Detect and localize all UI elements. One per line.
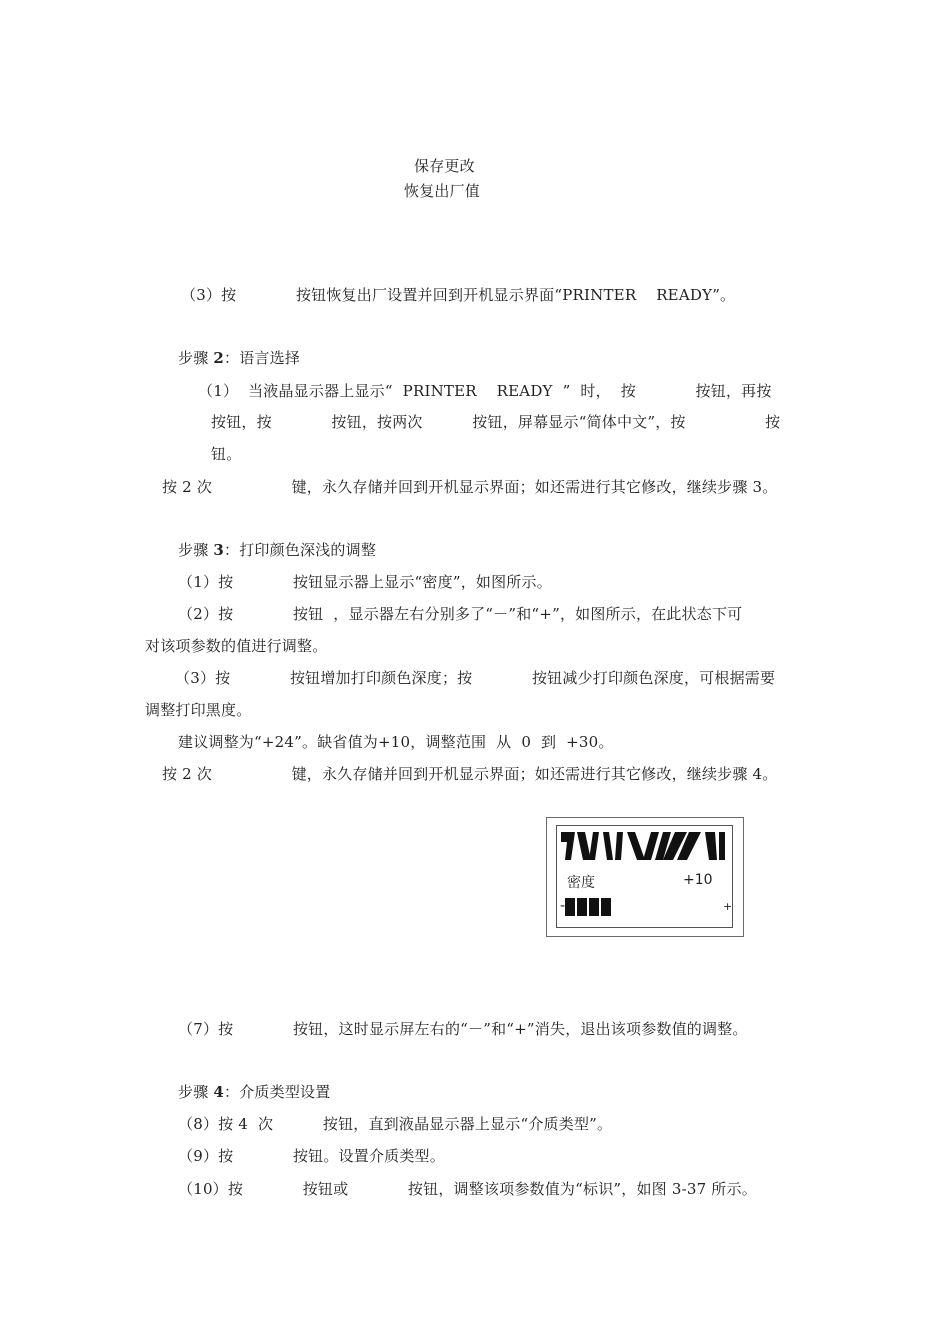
paragraph-language-1: （1） 当液晶显示器上显示“ PRINTER READY ” 时， 按 按钮，再按 [198, 382, 772, 400]
lcd-plus-sign: + [723, 900, 733, 913]
lcd-display-illustration [546, 817, 744, 937]
paragraph-save-1: 按 2 次 键，永久存储并回到开机显示界面；如还需进行其它修改，继续步骤 3。 [162, 478, 778, 496]
level-segment [589, 898, 599, 916]
step3-title [178, 540, 376, 560]
step-prefix: 步骤 [178, 349, 214, 367]
step4-title [178, 1082, 330, 1102]
paragraph-density-recommend: 建议调整为“+24”。缺省值为+10，调整范围 从 0 到 +30。 [178, 733, 614, 751]
step-suffix: ：打印颜色深浅的调整 [224, 541, 377, 559]
heading-restore-defaults: 恢复出厂值 [404, 182, 481, 200]
paragraph-exit-adjust: （7）按 按钮，这时显示屏左右的“－”和“+”消失，退出该项参数值的调整。 [178, 1020, 748, 1038]
step-suffix: ：语言选择 [224, 349, 301, 367]
paragraph-density-3a: （3）按 按钮增加打印颜色深度；按 按钮减少打印颜色深度，可根据需要 [175, 669, 776, 687]
step-prefix: 步骤 [178, 1083, 214, 1101]
heading-save-changes: 保存更改 [414, 157, 475, 175]
step-number: 4 [213, 1083, 225, 1101]
lcd-density-value: +10 [683, 872, 713, 888]
step-prefix: 步骤 [178, 541, 214, 559]
lcd-minus-sign: - [560, 898, 566, 914]
paragraph-language-3: 钮。 [211, 445, 242, 463]
printer-logo-banner [555, 824, 731, 868]
paragraph-save-2: 按 2 次 键，永久存储并回到开机显示界面；如还需进行其它修改，继续步骤 4。 [162, 765, 778, 783]
paragraph-density-2a: （2）按 按钮 ，显示器左右分别多了“－”和“+”，如图所示，在此状态下可 [178, 605, 743, 623]
paragraph-density-2b: 对该项参数的值进行调整。 [145, 637, 328, 655]
paragraph-media-2: （9）按 按钮。设置介质类型。 [178, 1147, 445, 1165]
paragraph-restore-defaults: （3）按 按钮恢复出厂设置并回到开机显示界面“PRINTER READY”。 [181, 286, 736, 304]
level-segment [577, 898, 587, 916]
step-suffix: ：介质类型设置 [224, 1083, 331, 1101]
paragraph-media-3: （10）按 按钮或 按钮，调整该项参数值为“标识”，如图 3-37 所示。 [178, 1180, 757, 1198]
level-segment [601, 898, 611, 916]
paragraph-language-2: 按钮，按 按钮，按两次 按钮，屏幕显示“简体中文”，按 按 [211, 413, 781, 431]
lcd-density-label: 密度 [567, 875, 595, 891]
step-number: 3 [213, 541, 225, 559]
paragraph-density-1: （1）按 按钮显示器上显示“密度”，如图所示。 [178, 573, 552, 591]
paragraph-media-1: （8）按 4 次 按钮，直到液晶显示器上显示“介质类型”。 [178, 1115, 613, 1133]
lcd-density-level-bar [565, 898, 611, 916]
step-number: 2 [213, 349, 225, 367]
level-segment [565, 898, 575, 916]
paragraph-density-3b: 调整打印黑度。 [145, 701, 252, 719]
step2-title [178, 348, 300, 368]
